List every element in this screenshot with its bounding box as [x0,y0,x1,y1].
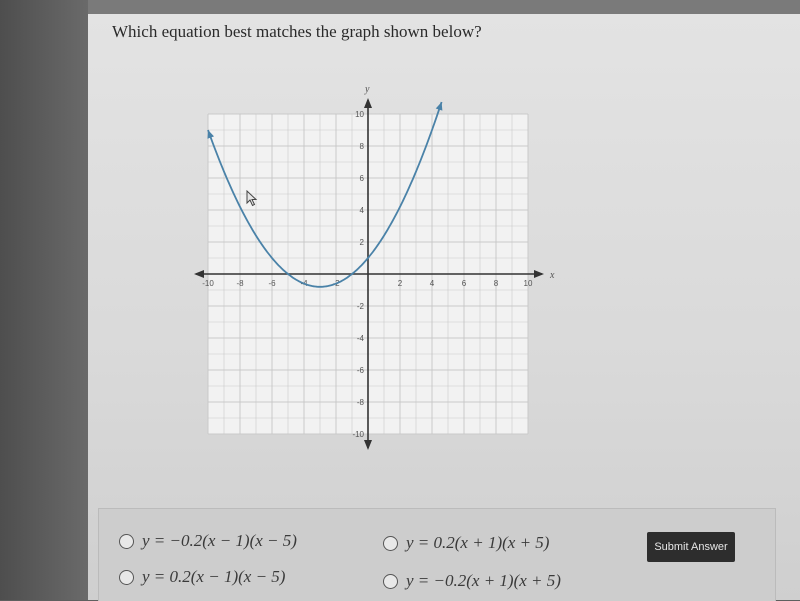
y-tick-label: -2 [356,302,364,311]
answer-option-label: y = −0.2(x + 1)(x + 5) [406,571,561,590]
answer-option-2[interactable] [383,533,549,553]
radio-button[interactable] [119,534,134,549]
y-tick-label: -4 [356,334,364,343]
top-bar [88,0,800,14]
question-text: Which equation best matches the graph shown below? [112,22,482,41]
x-tick-label: 2 [397,279,403,288]
x-tick-label: 4 [429,279,435,288]
y-tick-label: 8 [359,142,364,151]
x-tick-label: -10 [202,279,214,288]
answer-option-label: y = −0.2(x − 1)(x − 5) [142,531,297,550]
answer-option-4[interactable] [383,571,561,591]
question-card [88,14,800,600]
screen-bezel [0,0,88,600]
y-tick-label: 4 [359,206,364,215]
y-tick-label: 2 [359,238,364,247]
answer-option-label: y = 0.2(x + 1)(x + 5) [406,533,550,552]
x-axis-arrow-left [194,270,204,278]
x-tick-label: -8 [236,279,244,288]
y-tick-label: -6 [356,366,364,375]
graph-svg [168,74,568,474]
radio-button[interactable] [119,570,134,585]
x-tick-label: 10 [523,279,533,288]
x-tick-label: -2 [332,279,340,288]
x-tick-label: 6 [461,279,467,288]
y-axis-label: y [365,84,370,95]
y-tick-label: -8 [356,398,364,407]
x-tick-label: -6 [268,279,276,288]
radio-button[interactable] [383,536,398,551]
curve-arrow-right [436,102,443,111]
mouse-pointer-icon [246,190,260,208]
x-axis-label: x [550,270,555,281]
submit-answer-button[interactable]: Submit Answer [647,532,735,562]
x-tick-label: -4 [300,279,308,288]
y-tick-label: 6 [359,174,364,183]
answer-option-3[interactable] [119,567,285,587]
answer-panel [98,508,776,601]
answer-option-label: y = 0.2(x − 1)(x − 5) [142,567,286,586]
radio-button[interactable] [383,574,398,589]
y-tick-label: 10 [355,110,364,119]
x-axis-arrow-right [534,270,544,278]
y-tick-label: -10 [352,430,364,439]
y-axis-arrow-up [364,98,372,108]
answer-option-1[interactable] [119,531,297,551]
graph [168,74,568,474]
y-axis-arrow-down [364,440,372,450]
x-tick-label: 8 [493,279,499,288]
